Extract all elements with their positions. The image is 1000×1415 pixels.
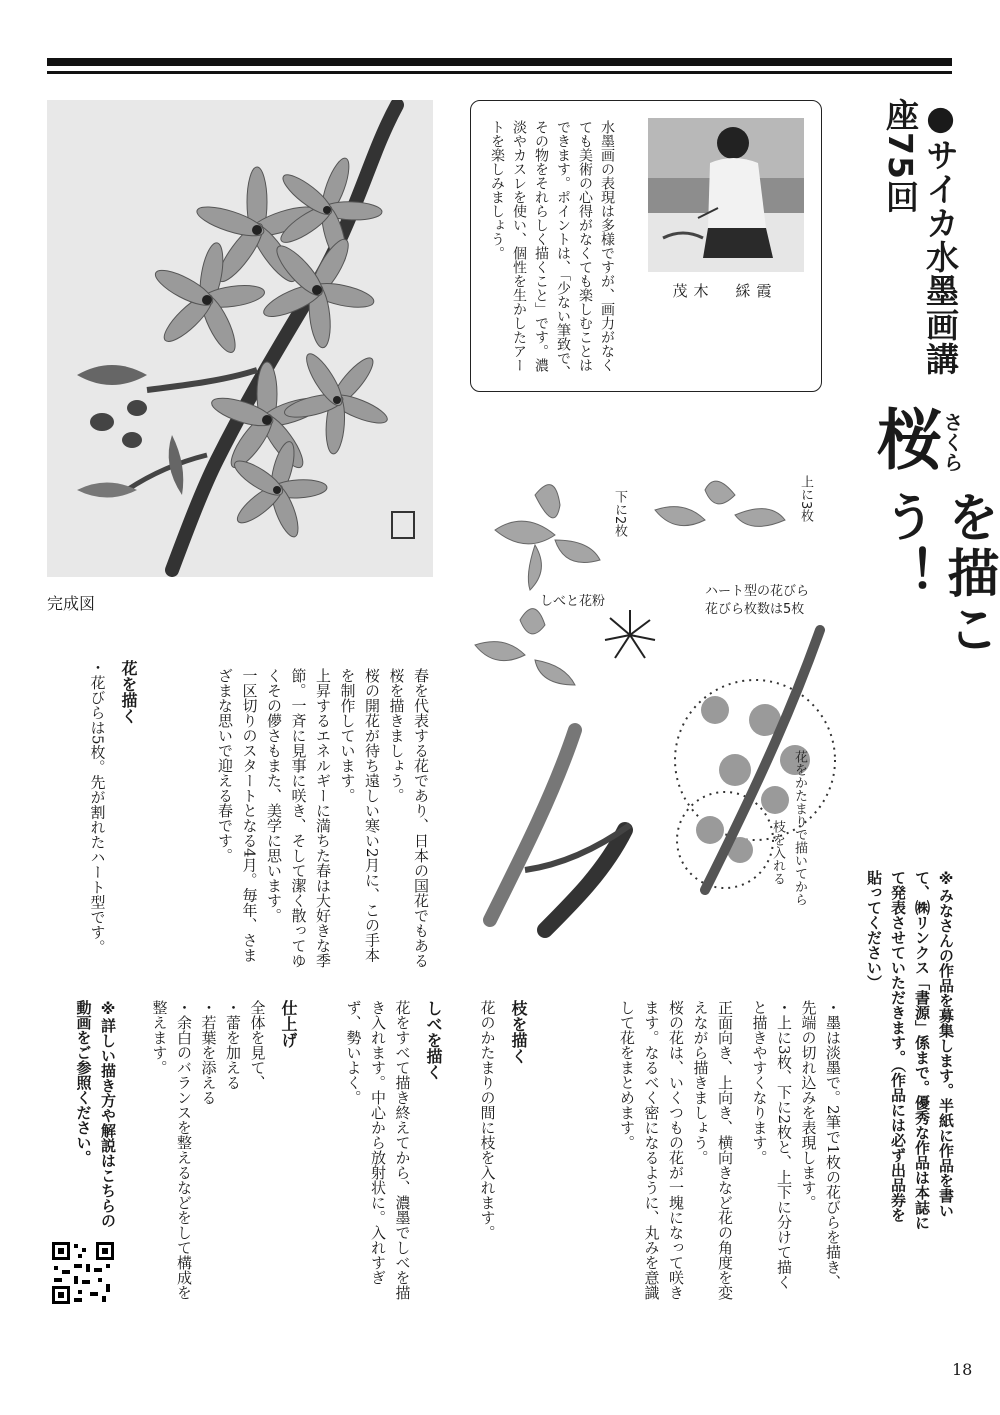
top-rule (47, 58, 952, 66)
submission-notice: ※みなさんの作品を募集します。半紙に作品を書いて、㈱リンクス「書源」係まで。優秀な作品は本誌にて発表させていただきます。（作品には必ず出品券を貼ってください） (865, 870, 955, 1230)
sketch-note-lower: 下に2枚 (612, 490, 627, 538)
flower-heading: 花を描く (119, 660, 138, 724)
flower-section-head (60, 660, 140, 965)
intro-p2: 桜の開花が待ち遠しい寒い2月に、この手本を制作しています。 (338, 668, 381, 963)
artist-photo (648, 118, 804, 272)
branch-text: 花のかたまりの間に枝を入れます。 (478, 1000, 497, 1240)
step-sketches (465, 470, 845, 950)
stamen-section (335, 1000, 445, 1300)
sketch-note-upper: 上に3枚 (798, 475, 813, 523)
finished-artwork (47, 100, 433, 577)
finish-item-2: ・若葉を添える (199, 1000, 218, 1105)
flower-item-3: ・上に3枚、下に2枚と、上下に分けて描くと描きやすくなります。 (750, 1000, 793, 1290)
sketch-note-cluster: 花をかたまりで描いてから (792, 750, 807, 906)
finish-item-1: ・蕾を加える (224, 1000, 242, 1090)
finish-item-3: ・余白のバランスを整えるなどをして構成を整えます。 (150, 1000, 193, 1300)
intro-p3: 上昇するエネルギーに満ちた春は大好きな季節。一斉に見事に咲き、そして潔く散ってゆくその儚さもまた、美学に思います。 (265, 668, 332, 968)
finish-section (140, 1000, 300, 1300)
series-title: ●サイカ水墨画講座75回 (881, 98, 960, 376)
video-note: ※詳しい描き方や解説はこちらの動画をご参照ください。 (74, 1000, 117, 1228)
sketch-note-count: 花びら枚数は5枚 (705, 602, 805, 617)
finish-heading: 仕上げ (279, 1000, 298, 1048)
flower-section-body (545, 1000, 845, 1300)
flower-p1: 正面向き、上向き、横向きなど花の角度を変えながら描きましょう。 (691, 1000, 734, 1300)
intro-p4: 一区切りのスタートとなる4月。毎年、さまざまな思いで迎える春です。 (216, 668, 259, 963)
flower-p2: 桜の花は、いくつもの花が一塊になって咲きます。なるべく密になるように、丸みを意識して花をまとめます。 (618, 1000, 685, 1300)
sketch-note-heart: ハート型の花びら (705, 584, 810, 599)
branch-section (470, 1000, 530, 1300)
stamen-heading: しべを描く (424, 1000, 443, 1080)
artwork-label: 完成図 (47, 594, 96, 613)
stamen-text: 花をすべて描き終えてから、濃墨でしべを描き入れます。中心から放射状に。入れすぎず、勢いよく。 (344, 1000, 412, 1300)
artist-name: 茂木 綵霞 (672, 282, 778, 300)
intro-text (178, 668, 433, 968)
branch-heading: 枝を描く (509, 1000, 528, 1064)
flower-item-2: ・墨は淡墨で。2筆で1枚の花びらを描き、先端の切れ込みを表現します。 (799, 1000, 842, 1290)
finish-text: 全体を見て、 (248, 1000, 267, 1090)
qr-code[interactable] (50, 1240, 116, 1306)
sketch-note-stamen: しべと花粉 (540, 594, 606, 609)
title-rest: を描こう！ (874, 490, 998, 658)
title-kanji: 桜 (865, 405, 942, 471)
flower-item-1: ・花びらは5枚。先が割れたハート型です。 (88, 660, 107, 955)
sketch-note-branch: 枝を入れる (770, 820, 785, 885)
page-number: 18 (952, 1360, 973, 1379)
title-ruby: さくら (940, 412, 964, 472)
intro-p1: 春を代表する花であり、日本の国花でもある桜を描きましょう。 (387, 668, 430, 968)
top-rule-thin (47, 71, 952, 74)
profile-text: 水墨画の表現は多様ですが、画力がなくても美術の心得がなくても楽しむことはできます。ポイントは、「少ない筆致で、その物をそれらしく描くこと」です。濃淡やカスレを使い、個性を生かしたアートを楽しみましょう。 (489, 120, 615, 379)
